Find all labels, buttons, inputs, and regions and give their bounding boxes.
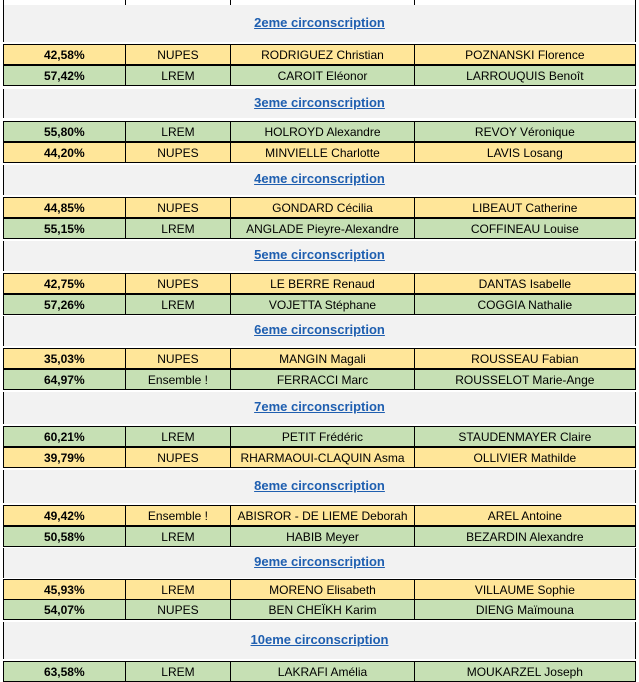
table-row	[3, 348, 636, 369]
circonscription-link[interactable]: 4eme circonscription	[254, 171, 385, 186]
substitute-cell: AREL Antoine	[487, 508, 562, 523]
table-row	[3, 526, 636, 547]
percentage-cell: 44,85%	[4, 198, 126, 217]
candidate-cell: PETIT Frédéric	[231, 427, 414, 446]
candidate-cell: MINVIELLE Charlotte	[231, 143, 414, 162]
table-row	[3, 369, 636, 390]
section-header	[3, 165, 636, 195]
party-cell: NUPES	[126, 349, 232, 368]
percentage-cell: 63,58%	[4, 662, 126, 681]
circonscription-link[interactable]: 7eme circonscription	[254, 399, 385, 414]
substitute-cell: REVOY Véronique	[474, 124, 575, 139]
substitute-cell: LARROUQUIS Benoît	[466, 68, 584, 83]
table-row	[3, 661, 636, 682]
percentage-cell: 35,03%	[4, 349, 126, 368]
substitute-cell: OLLIVIER Mathilde	[473, 450, 577, 465]
section-header	[3, 316, 636, 346]
party-cell: LREM	[126, 662, 232, 681]
candidate-cell: HOLROYD Alexandre	[231, 122, 414, 141]
substitute-cell: VILLAUME Sophie	[474, 582, 575, 597]
candidate-cell: RHARMAOUI-CLAQUIN Asma	[231, 448, 414, 467]
percentage-cell: 42,75%	[4, 274, 126, 293]
percentage-cell: 54,07%	[4, 600, 126, 619]
circonscription-link[interactable]: 3eme circonscription	[254, 95, 385, 110]
party-cell: NUPES	[126, 198, 232, 217]
table-row	[3, 44, 636, 65]
table-row	[3, 599, 636, 620]
substitute-cell: DIENG Maïmouna	[475, 602, 574, 617]
party-cell: LREM	[126, 219, 232, 238]
substitute-cell: COGGIA Nathalie	[477, 297, 573, 312]
substitute-cell: LIBEAUT Catherine	[472, 200, 578, 215]
candidate-cell: MORENO Elisabeth	[231, 580, 414, 599]
percentage-cell: 44,20%	[4, 143, 126, 162]
party-cell: Ensemble !	[126, 370, 232, 389]
percentage-cell: 45,93%	[4, 580, 126, 599]
section-header	[3, 241, 636, 271]
table-row	[3, 579, 636, 600]
substitute-cell: ROUSSELOT Marie-Ange	[455, 372, 595, 387]
circonscription-link[interactable]: 8eme circonscription	[254, 478, 385, 493]
candidate-cell: BEN CHEÏKH Karim	[231, 600, 414, 619]
candidate-cell: ANGLADE Pieyre-Alexandre	[231, 219, 414, 238]
substitute-cell: MOUKARZEL Joseph	[466, 664, 583, 679]
party-cell: NUPES	[126, 448, 232, 467]
party-cell: LREM	[126, 527, 232, 546]
section-header	[3, 470, 636, 503]
circonscription-link[interactable]: 9eme circonscription	[254, 554, 385, 569]
table-row	[3, 505, 636, 526]
candidate-cell: CAROIT Eléonor	[231, 66, 414, 85]
table-row	[3, 447, 636, 468]
percentage-cell: 64,97%	[4, 370, 126, 389]
party-cell: NUPES	[126, 600, 232, 619]
party-cell: LREM	[126, 66, 232, 85]
table-row	[3, 218, 636, 239]
substitute-cell: COFFINEAU Louise	[470, 221, 579, 236]
party-cell: LREM	[126, 295, 232, 314]
section-header	[3, 622, 636, 659]
substitute-cell: POZNANSKI Florence	[465, 47, 585, 62]
candidate-cell: LAKRAFI Amélia	[231, 662, 414, 681]
party-cell: NUPES	[126, 143, 232, 162]
table-row	[3, 197, 636, 218]
candidate-cell: RODRIGUEZ Christian	[231, 45, 414, 64]
table-row	[3, 273, 636, 294]
substitute-cell: BEZARDIN Alexandre	[466, 529, 584, 544]
candidate-cell: HABIB Meyer	[231, 527, 414, 546]
percentage-cell: 57,26%	[4, 295, 126, 314]
table-row	[3, 426, 636, 447]
table-row	[3, 294, 636, 315]
candidate-cell: FERRACCI Marc	[231, 370, 414, 389]
section-header	[3, 392, 636, 424]
percentage-cell: 49,42%	[4, 506, 126, 525]
circonscription-link[interactable]: 2eme circonscription	[254, 15, 385, 30]
party-cell: NUPES	[126, 45, 232, 64]
section-header	[3, 548, 636, 578]
party-cell: Ensemble !	[126, 506, 232, 525]
circonscription-link[interactable]: 5eme circonscription	[254, 247, 385, 262]
candidate-cell: GONDARD Cécilia	[231, 198, 414, 217]
table-row	[3, 65, 636, 86]
candidate-cell: VOJETTA Stéphane	[231, 295, 414, 314]
candidate-cell: MANGIN Magali	[231, 349, 414, 368]
circonscription-link[interactable]: 10eme circonscription	[250, 632, 389, 647]
party-cell: LREM	[126, 580, 232, 599]
substitute-cell: LAVIS Losang	[486, 145, 563, 160]
section-header	[3, 89, 636, 118]
percentage-cell: 39,79%	[4, 448, 126, 467]
party-cell: LREM	[126, 427, 232, 446]
percentage-cell: 55,15%	[4, 219, 126, 238]
party-cell: NUPES	[126, 274, 232, 293]
table-row	[3, 121, 636, 142]
substitute-cell: ROUSSEAU Fabian	[471, 351, 579, 366]
percentage-cell: 42,58%	[4, 45, 126, 64]
candidate-cell: LE BERRE Renaud	[231, 274, 414, 293]
percentage-cell: 50,58%	[4, 527, 126, 546]
percentage-cell: 55,80%	[4, 122, 126, 141]
substitute-cell: STAUDENMAYER Claire	[458, 429, 592, 444]
percentage-cell: 57,42%	[4, 66, 126, 85]
circonscription-link[interactable]: 6eme circonscription	[254, 322, 385, 337]
substitute-cell: DANTAS Isabelle	[478, 276, 572, 291]
candidate-cell: ABISROR - DE LIEME Deborah	[231, 506, 414, 525]
table-row	[3, 142, 636, 163]
percentage-cell: 60,21%	[4, 427, 126, 446]
party-cell: LREM	[126, 122, 232, 141]
section-header	[3, 5, 636, 42]
